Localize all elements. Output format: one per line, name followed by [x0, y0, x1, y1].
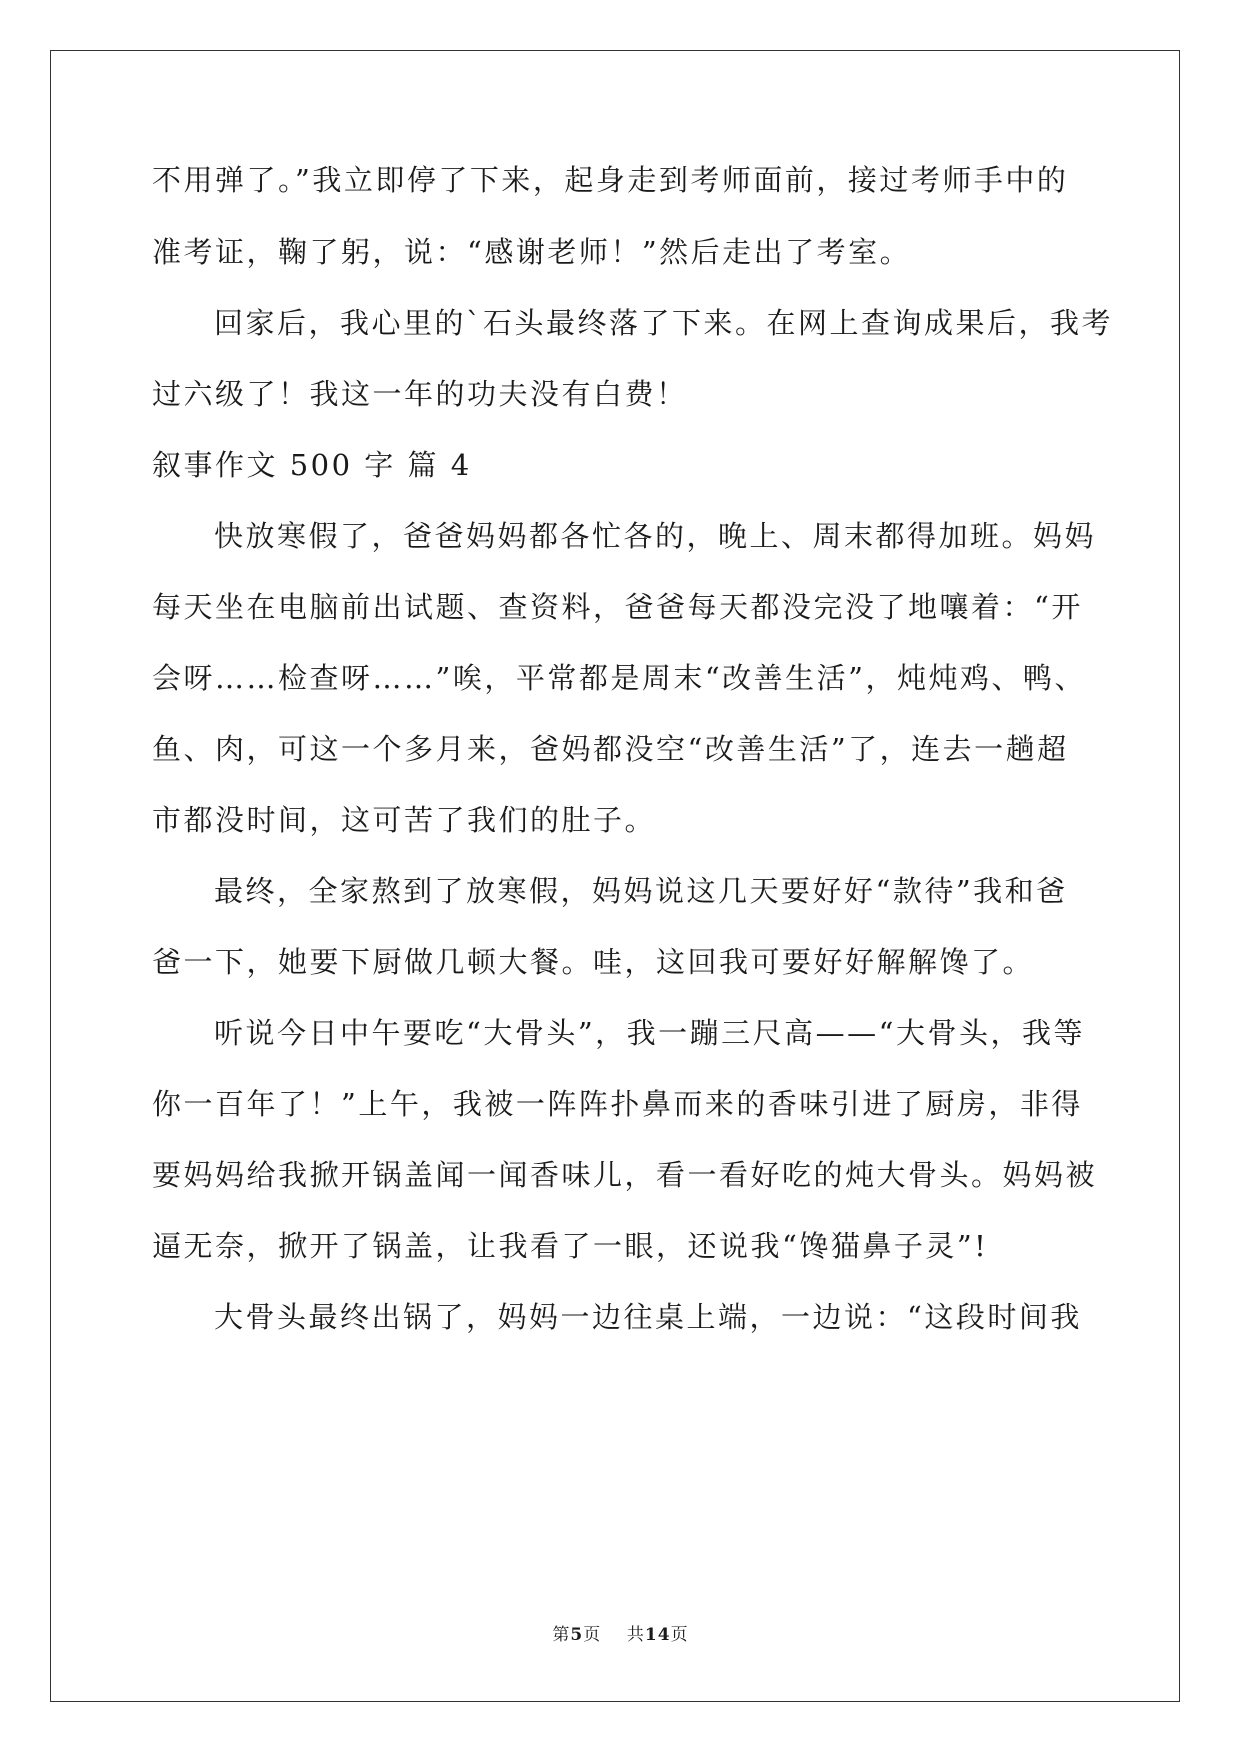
- paragraph-start-line: 大骨头最终出锅了，妈妈一边往桌上端，一边说：“这段时间我: [214, 1300, 1082, 1334]
- paragraph-start-line: 回家后，我心里的`石头最终落了下来。在网上查询成果后，我考: [214, 306, 1114, 340]
- text-line: 要妈妈给我掀开锅盖闻一闻香味儿，看一看好吃的炖大骨头。妈妈被: [152, 1158, 1098, 1192]
- text-line: 会呀……检查呀……”唉，平常都是周末“改善生活”，炖炖鸡、鸭、: [152, 661, 1086, 695]
- text-line: 爸一下，她要下厨做几顿大餐。哇，这回我可要好好解解馋了。: [152, 945, 1035, 979]
- text-line: 过六级了！我这一年的功夫没有白费！: [152, 377, 688, 411]
- text-line: 准考证，鞠了躬，说：“感谢老师！”然后走出了考室。: [152, 235, 912, 269]
- paragraph-start-line: 快放寒假了，爸爸妈妈都各忙各的，晚上、周末都得加班。妈妈: [214, 519, 1097, 553]
- text-line: 每天坐在电脑前出试题、查资料，爸爸每天都没完没了地嚷着：“开: [152, 590, 1083, 624]
- text-line: 市都没时间，这可苦了我们的肚子。: [152, 803, 657, 837]
- text-line: 你一百年了！”上午，我被一阵阵扑鼻而来的香味引进了厨房，非得: [152, 1087, 1083, 1121]
- footer-total-suffix: 页: [670, 1625, 689, 1645]
- footer-page-number: 5: [570, 1625, 584, 1645]
- paragraph-start-line: 听说今日中午要吃“大骨头”，我一蹦三尺高——“大骨头，我等: [214, 1016, 1085, 1050]
- paragraph-start-line: 最终，全家熬到了放寒假，妈妈说这几天要好好“款待”我和爸: [214, 874, 1068, 908]
- page-footer: [0, 1620, 1241, 1645]
- text-line: 鱼、肉，可这一个多月来，爸妈都没空“改善生活”了，连去一趟超: [152, 732, 1069, 766]
- footer-page-suffix: 页: [583, 1625, 602, 1645]
- text-line: 不用弹了。”我立即停了下来，起身走到考师面前，接过考师手中的: [152, 163, 1069, 197]
- footer-prefix: 第: [552, 1625, 571, 1645]
- footer-total-prefix: 共: [626, 1625, 645, 1645]
- footer-total-pages: 14: [644, 1625, 671, 1645]
- text-line: 逼无奈，掀开了锅盖，让我看了一眼，还说我“馋猫鼻子灵”!: [152, 1229, 989, 1263]
- section-heading: 叙事作文 500 字 篇 4: [152, 448, 472, 482]
